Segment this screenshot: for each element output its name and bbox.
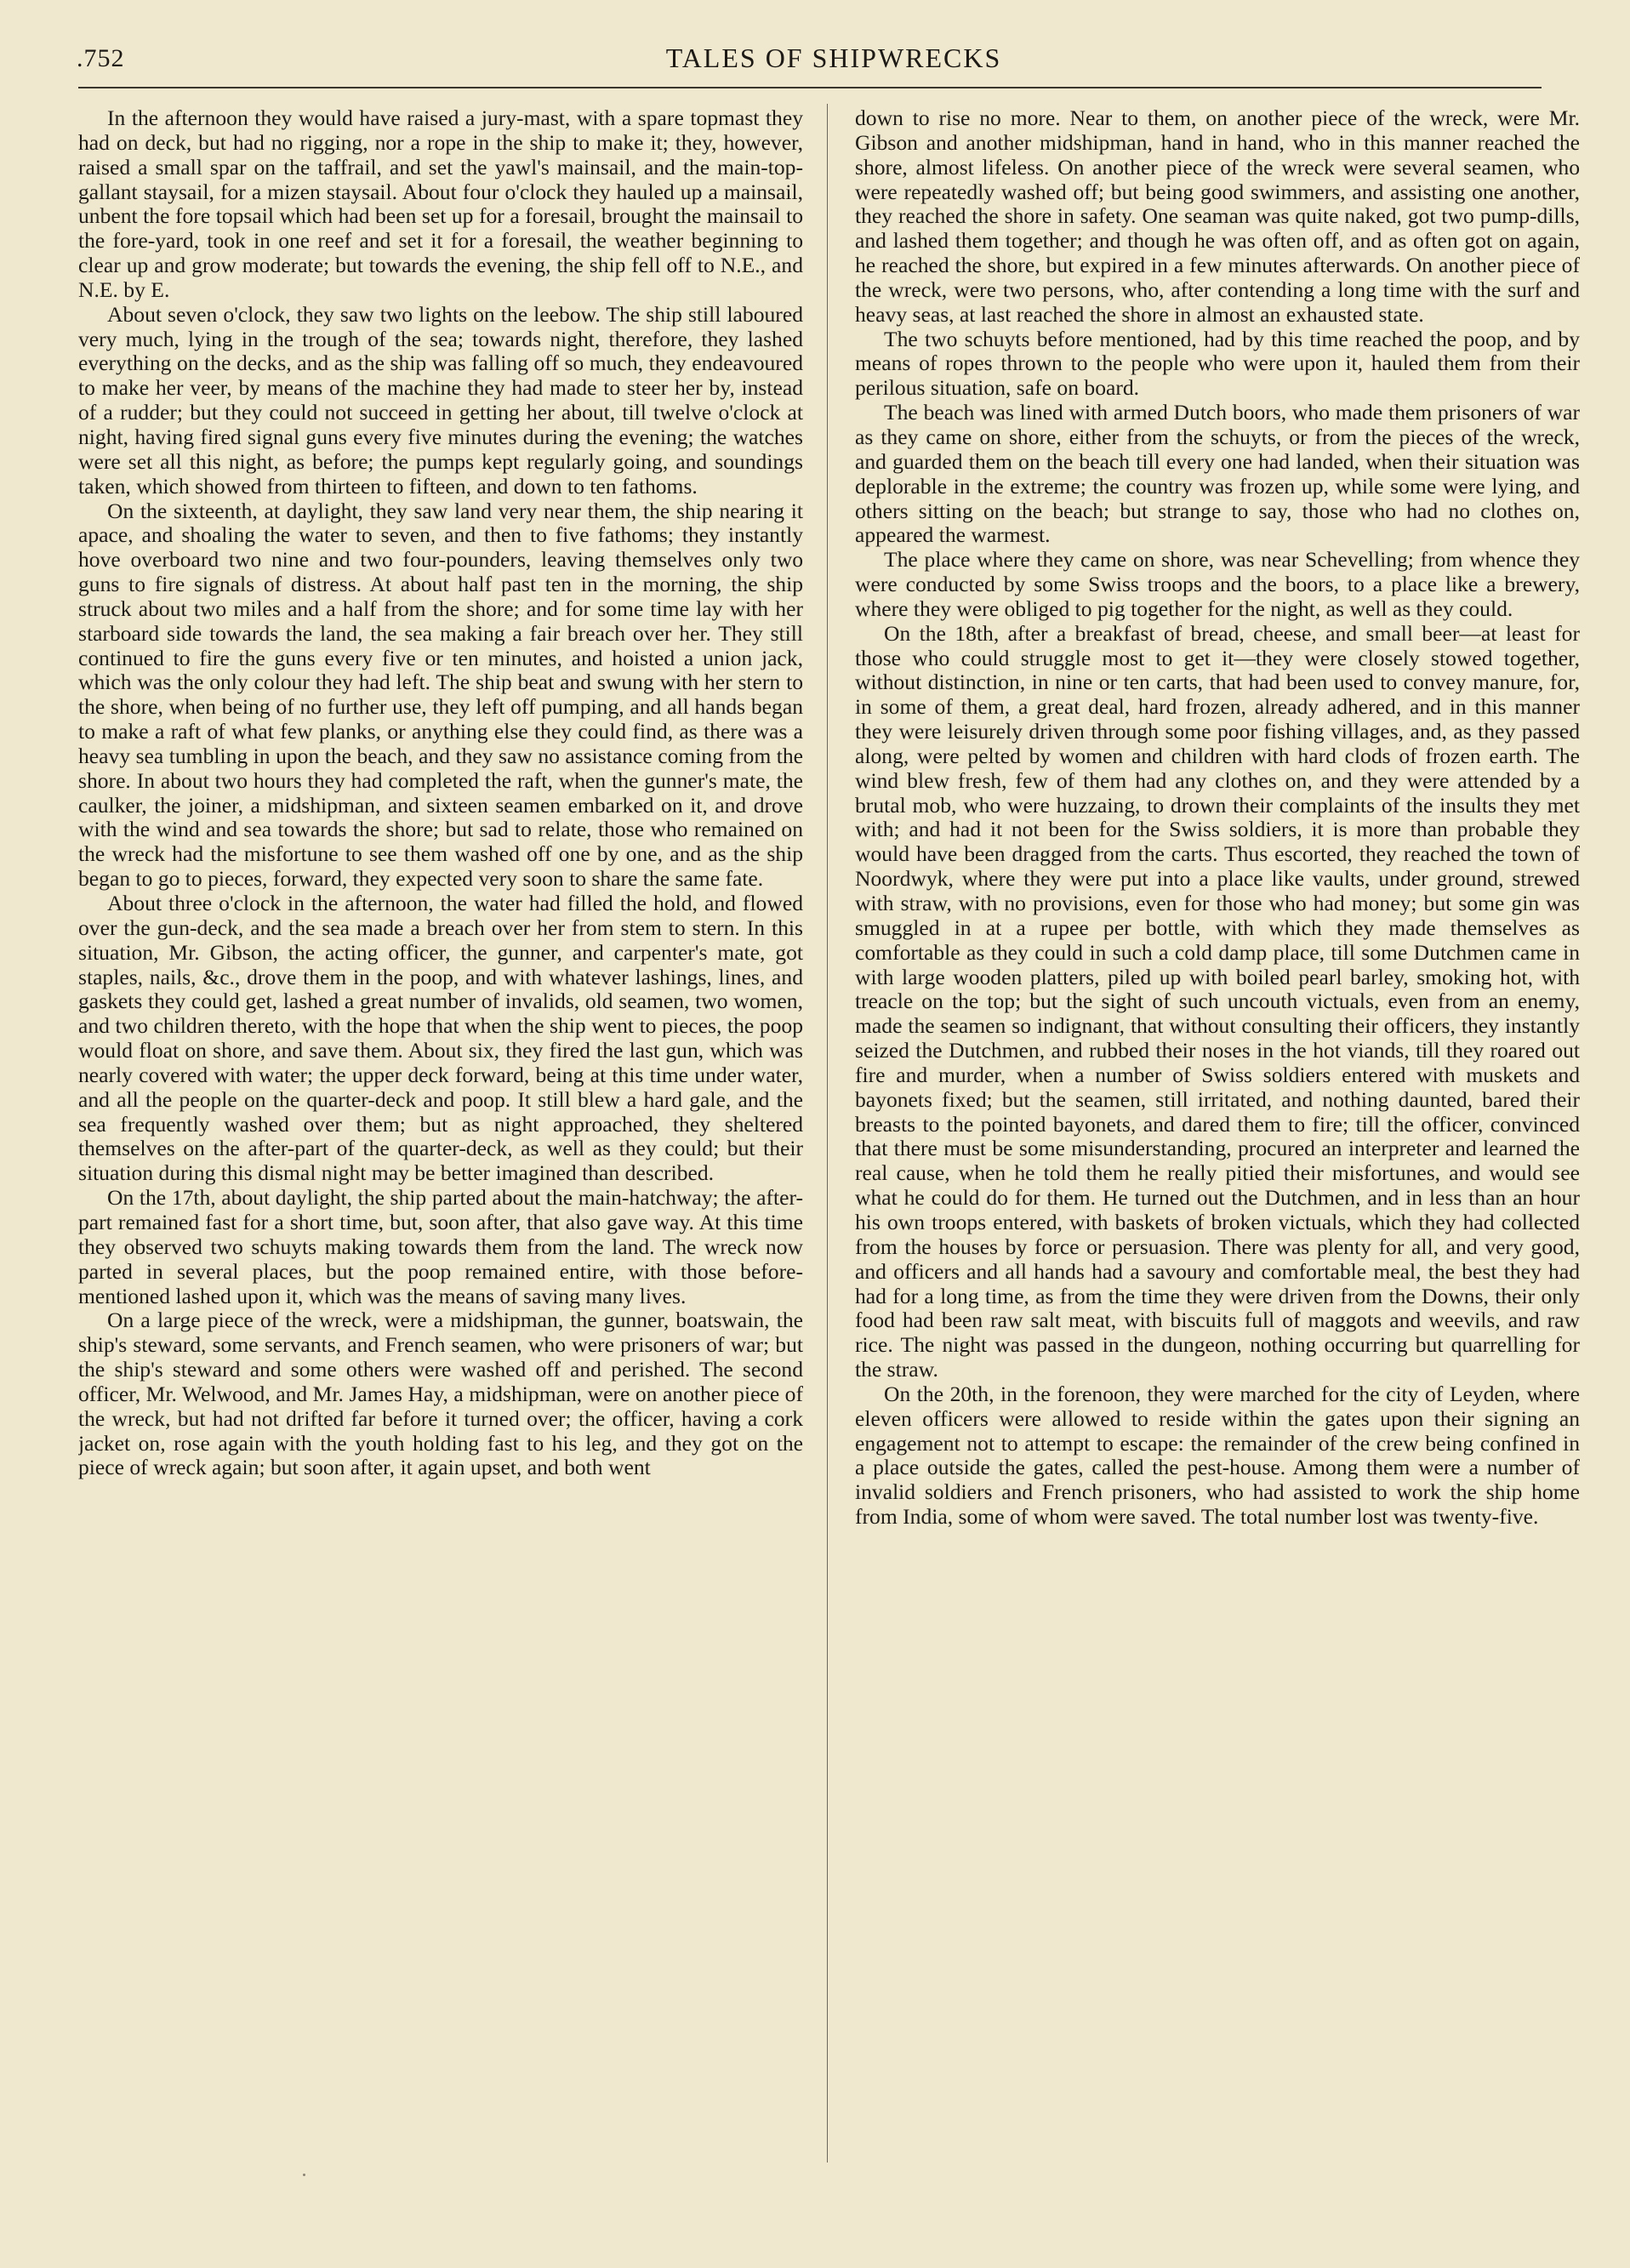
running-title: TALES OF SHIPWRECKS [665, 43, 1002, 73]
paragraph-continued: down to rise no more. Near to them, on another piece of the wreck, were Mr. Gibson and another midshipman, hand in hand, who in this manner reached the shore, almost lifeless. On another piece of the wreck were several seamen, who were repeatedly washed off; but being good swimmers, and assisting one another, they reached the shore in safety. One seaman was quite naked, got two pump-dills, and lashed them together; and though he was often off, and as often got on again, he reached the shore, but expired in a few minutes afterwards. On another piece of the wreck, were two persons, who, after contending a long time with the surf and heavy seas, at last reached the shore in almost an exhausted state. [855, 106, 1580, 327]
page-header [77, 37, 1540, 82]
paragraph: On the 17th, about daylight, the ship parted about the main-hatchway; the after-part remained fast for a short time, but, soon after, that also gave way. At this time they observed two schuyts making towards them from the land. The wreck now parted in several places, but the poop remained entire, with those before-mentioned lashed upon it, which was the means of saving many lives. [78, 1185, 803, 1308]
paragraph: On the 20th, in the forenoon, they were marched for the city of Leyden, where eleven officers were allowed to reside within the gates upon their signing an engagement not to attempt to escape: the remainder of the crew being confined in a place outside the gates, called the pest-house. Among them were a number of invalid soldiers and French prisoners, who had assisted to work the ship home from India, some of whom were saved. The total number lost was twenty-five. [855, 1381, 1580, 1530]
column-divider [827, 104, 828, 2163]
paragraph: On the 18th, after a breakfast of bread, cheese, and small beer—at least for those who could struggle most to get it—they were closely stowed together, without distinction, in nine or ten carts, that had been used to convey manure, for, in some of them, a great deal, hard frozen, already adhered, and in this manner they were leisurely driven through some poor fishing villages, and, as they passed along, were pelted by women and children with hard clods of frozen earth. The wind blew fresh, few of them had any clothes on, and they were attended by a brutal mob, who were huzzaing, to drown their complaints of the insults they met with; and had it not been for the Swiss soldiers, it is more than probable they would have been dragged from the carts. Thus escorted, they reached the town of Noordwyk, where they were put into a place like vaults, under ground, strewed with straw, with no provisions, even for those who had money; but some gin was smuggled in at a rupee per bottle, with which they made themselves as comfortable as they could in such a cold damp place, till some Dutchmen came in with large wooden platters, piled up with boiled pearl barley, smoking hot, with treacle on the top; but the sight of such uncouth victuals, even from an enemy, made the seamen so indignant, that without consulting their officers, they instantly seized the Dutchmen, and rubbed their noses in the hot viands, till they roared out fire and murder, when a number of Swiss soldiers entered with muskets and bayonets fixed; but the seamen, still irritated, and nothing daunted, bared their breasts to the pointed bayonets, and dared them to fire; till the officer, convinced that there must be some misunderstanding, procured an interpreter and learned the real cause, when he told them he really pitied their misfortunes, and would see what he could do for them. He turned out the Dutchmen, and in less than an hour his own troops entered, with baskets of broken victuals, which they had collected from the houses by force or persuasion. There was plenty for all, and very good, and officers and all hands had a savoury and comfortable meal, the best they had had for a long time, as from the time they were driven from the Downs, their only food had been raw salt meat, with biscuits full of maggots and weevils, and raw rice. The night was passed in the dungeon, nothing occurring but quarrelling for the straw. [855, 620, 1580, 1382]
header-rule [78, 87, 1542, 88]
print-speck [303, 2174, 305, 2176]
paragraph: About three o'clock in the afternoon, the water had filled the hold, and flowed over the gun-deck, and the sea made a breach over her from stem to stern. In this situation, Mr. Gibson, the acting officer, the gunner, and carpenter's mate, got staples, nails, &c., drove them in the poop, and with whatever lashings, lines, and gaskets they could get, lashed a great number of invalids, old seamen, two women, and two children thereto, with the hope that when the ship went to pieces, the poop would float on shore, and save them. About six, they fired the last gun, which was nearly covered with water; the upper deck forward, being at this time under water, and all the people on the quarter-deck and poop. It still blew a hard gale, and the sea frequently washed over them; but as night approached, they sheltered themselves on the after-part of the quarter-deck, as well as they could; but their situation during this dismal night may be better imagined than described. [78, 891, 803, 1186]
paragraph: In the afternoon they would have raised a jury-mast, with a spare topmast they had on deck, but had no rigging, nor a rope in the ship to make it; they, however, raised a small spar on the taffrail, and set the yawl's mainsail, and the main-top-gallant staysail, for a mizen staysail. About four o'clock they hauled up a mainsail, unbent the fore topsail which had been set up for a foresail, brought the mainsail to the fore-yard, took in one reef and set it for a foresail, the weather beginning to clear up and grow moderate; but towards the evening, the ship fell off to N.E., and N.E. by E. [78, 106, 803, 302]
paragraph: On a large piece of the wreck, were a midshipman, the gunner, boatswain, the ship's steward, some servants, and French seamen, who were prisoners of war; but the ship's steward and some others were washed off and perished. The second officer, Mr. Welwood, and Mr. James Hay, a midshipman, were on another piece of the wreck, but had not drifted far before it turned over; the officer, having a cork jacket on, rose again with the youth holding fast to his leg, and they got on the piece of wreck again; but soon after, it again upset, and both went [78, 1308, 803, 1480]
paragraph: The two schuyts before mentioned, had by this time reached the poop, and by means of ropes thrown to the people who were upon it, hauled them from their perilous situation, safe on board. [855, 326, 1580, 401]
left-column [78, 106, 803, 2165]
paragraph: The beach was lined with armed Dutch boors, who made them prisoners of war as they came on shore, either from the schuyts, or from the pieces of the wreck, and guarded them on the beach till every one had landed, when their situation was deplorable in the extreme; the country was frozen up, while some were lying, and others sitting on the beach; but strange to say, those who had no clothes on, appeared the warmest. [855, 400, 1580, 548]
right-column [855, 106, 1580, 2165]
paragraph: On the sixteenth, at daylight, they saw land very near them, the ship nearing it apace, and shoaling the water to seven, and then to five fathoms; they instantly hove overboard two nine and two four-pounders, leaving themselves only two guns to fire signals of distress. At about half past ten in the morning, the ship struck about two miles and a half from the shore; and for some time lay with her starboard side towards the land, the sea making a fair breach over her. They still continued to fire the guns every five or ten minutes, and hoisted a union jack, which was the only colour they had left. The ship beat and swung with her stern to the shore, when being of no further use, they left off pumping, and all hands began to make a raft of what few planks, or anything else they could find, as there was a heavy sea tumbling in upon the beach, and they saw no assistance coming from the shore. In about two hours they had completed the raft, when the gunner's mate, the caulker, the joiner, a midshipman, and sixteen seamen embarked on it, and drove with the wind and sea towards the shore; but sad to relate, those who remained on the wreck had the misfortune to see them washed off one by one, and as the ship began to go to pieces, forward, they expected very soon to share the same fate. [78, 498, 803, 892]
paragraph: About seven o'clock, they saw two lights on the leebow. The ship still laboured very much, lying in the trough of the sea; towards night, therefore, they lashed everything on the decks, and as the ship was falling off so much, they endeavoured to make her veer, by means of the machine they had made to steer her by, instead of a rudder; but they could not succeed in getting her about, till twelve o'clock at night, having fired signal guns every five minutes during the evening; the watches were set all this night, as before; the pumps kept regularly going, and soundings taken, which showed from thirteen to fifteen, and down to ten fathoms. [78, 301, 803, 499]
page-number: .752 [77, 44, 125, 72]
paragraph: The place where they came on shore, was near Schevelling; from whence they were conducted by some Swiss troops and the boors, to a place like a brewery, where they were obliged to pig together for the night, as well as they could. [855, 547, 1580, 621]
